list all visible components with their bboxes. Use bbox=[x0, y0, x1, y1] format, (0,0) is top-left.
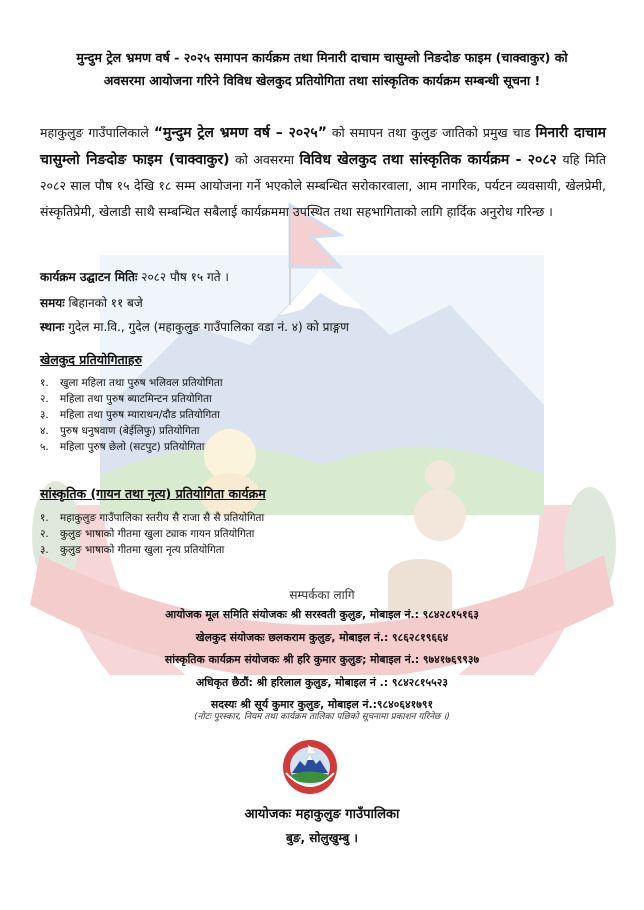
contact-heading: सम्पर्कका लागि bbox=[289, 588, 355, 602]
sports-heading: खेलकुद प्रतियोगिताहरु bbox=[40, 352, 143, 367]
sports-item bbox=[40, 439, 223, 455]
sports-item-text: पुरुष धनुषवाण (बेईलिफु) प्रतियोगिता bbox=[60, 425, 200, 437]
event-time-label: समयः bbox=[40, 296, 65, 310]
sports-item-number: ३. bbox=[40, 409, 49, 421]
culture-list bbox=[40, 510, 264, 558]
contact-line: खेलकुद संयोजकः छलकराम कुलुङ, मोबाइल नं.: ९८६२८१९६६४ bbox=[195, 630, 449, 644]
sports-list bbox=[40, 375, 223, 455]
notice-title bbox=[40, 46, 604, 92]
event-date bbox=[40, 268, 229, 285]
contact-line: अधिकृत छैठौं: श्री हरिलाल कुलुङ, मोबाइल नं .: ९८४२८१५५२३ bbox=[196, 675, 448, 689]
sports-item-number: ५. bbox=[40, 441, 49, 453]
contact-line: आयोजक मूल समिति संयोजकः श्री सरस्वती कुलुङ, मोबाइल नं.: ९८४२८१५१६३ bbox=[165, 608, 479, 621]
sports-item-text: महिला तथा पुरुष ब्याटमिन्टन प्रतियोगिता bbox=[60, 393, 212, 405]
title-line-2: अवसरमा आयोजना गरिने विविध खेलकुद प्रतियोगिता तथा सांस्कृतिक कार्यक्रम सम्बन्धी सूचना ! bbox=[103, 73, 541, 88]
culture-item-number: ३. bbox=[40, 544, 49, 556]
culture-item-text: कुलुङ भाषाको गीतमा खुला नृत्य प्रतियोगिता bbox=[60, 544, 225, 556]
intro-highlight-3: विविध खेलकुद तथा सांस्कृतिक कार्यक्रम - २०८२ bbox=[299, 151, 557, 168]
event-time bbox=[40, 294, 143, 311]
culture-item-text: महाकुलुङ गाउँपालिका स्तरीय सै राजा सै सै प्रतियोगिता bbox=[60, 512, 265, 524]
event-time-value: बिहानको ११ बजे bbox=[64, 296, 143, 310]
culture-item-number: १. bbox=[40, 512, 49, 524]
culture-item-number: २. bbox=[40, 528, 49, 540]
intro-text-4: यहि मिति २०८२ साल पौष १५ देखि १८ सम्म आयोजना गर्ने भएकोले सम्बन्धित सरोकारवाला, आम नागरिक, पर्यटन व्यवसायी, खेलप्रेमी, संस्कृतिप्रेमी, खेलाडी साथै सम्बन्धित सबैलाई कार्यक्रममा उपस्थित तथा सहभागिताको लागि हार्दिक अनुरोध गरिन्छ । bbox=[40, 151, 606, 219]
intro-text-2: को समापन तथा कुलुङ जातिको प्रमुख चाड bbox=[326, 125, 536, 140]
note-text: (नोटः पुरस्कार, नियम तथा कार्यक्रम तालिका पछिको सूचनामा प्रकाशन गरिनेछ ।) bbox=[194, 712, 450, 722]
sports-item-text: महिला तथा पुरुष म्याराथन/दौड प्रतियोगिता bbox=[60, 409, 220, 421]
contact-list bbox=[0, 604, 644, 717]
sports-item-number: २. bbox=[40, 393, 49, 405]
organizer-address: बुङ, सोलुखुम्बु । bbox=[286, 831, 358, 845]
sports-item bbox=[40, 407, 223, 423]
culture-heading: सांस्कृतिक (गायन तथा नृत्य) प्रतियोगिता कार्यक्रम bbox=[40, 486, 266, 501]
event-venue bbox=[40, 318, 349, 335]
contact-line: सदस्यः श्री सूर्य कुमार कुलुङ, मोबाइल नं.:९८४०६४१७९१ bbox=[210, 698, 434, 711]
sports-item bbox=[40, 423, 223, 439]
culture-item bbox=[40, 510, 264, 526]
contact-line: सांस्कृतिक कार्यक्रम संयोजकः श्री हरि कुमार कुलुङ; मोबाइल नं.: ९७४१७६९९३७ bbox=[164, 653, 480, 666]
organizer-name: आयोजकः महाकुलुङ गाउँपालिका bbox=[244, 807, 400, 822]
culture-item bbox=[40, 526, 264, 542]
culture-item-text: कुलुङ भाषाको गीतमा खुला ट्याक गायन प्रतियोगिता bbox=[60, 528, 255, 540]
sports-item bbox=[40, 391, 223, 407]
intro-highlight-1: “मुन्दुम ट्रेल भ्रमण वर्ष – २०२५” bbox=[153, 125, 327, 141]
event-date-label: कार्यक्रम उद्घाटन मितिः bbox=[40, 270, 138, 284]
sports-item bbox=[40, 375, 223, 391]
intro-highlight-2: मिनारी दाचाम चासुम्लो निङदोङ फाइम (चाक्वाकुर) bbox=[40, 125, 606, 168]
sports-item-text: महिला पुरुष छेलो (सटपुट) प्रतियोगिता bbox=[60, 441, 205, 453]
intro-text-3: को अवसरमा bbox=[229, 151, 300, 167]
intro-paragraph bbox=[40, 120, 606, 224]
sports-item-number: १. bbox=[40, 377, 49, 389]
event-date-value: २०८२ पौष १५ गते । bbox=[137, 270, 229, 284]
sports-item-number: ४. bbox=[40, 425, 49, 437]
intro-text-1: महाकुलुङ गाउँपालिकाले bbox=[40, 125, 154, 140]
culture-item bbox=[40, 542, 264, 558]
sports-item-text: खुला महिला तथा पुरुष भलिवल प्रतियोगिता bbox=[60, 377, 223, 389]
municipality-logo-icon bbox=[282, 739, 338, 795]
title-line-1: मुन्दुम ट्रेल भ्रमण वर्ष - २०२५ समापन कार्यक्रम तथा मिनारी दाचाम चासुम्लो निङदोङ फाइम (चाक्वाकुर) को bbox=[76, 50, 568, 65]
event-venue-label: स्थानः bbox=[40, 320, 65, 334]
event-venue-value: गुदेल मा.वि., गुदेल (महाकुलुङ गाउँपालिका वडा नं. ४) को प्राङ्गण bbox=[64, 320, 349, 334]
